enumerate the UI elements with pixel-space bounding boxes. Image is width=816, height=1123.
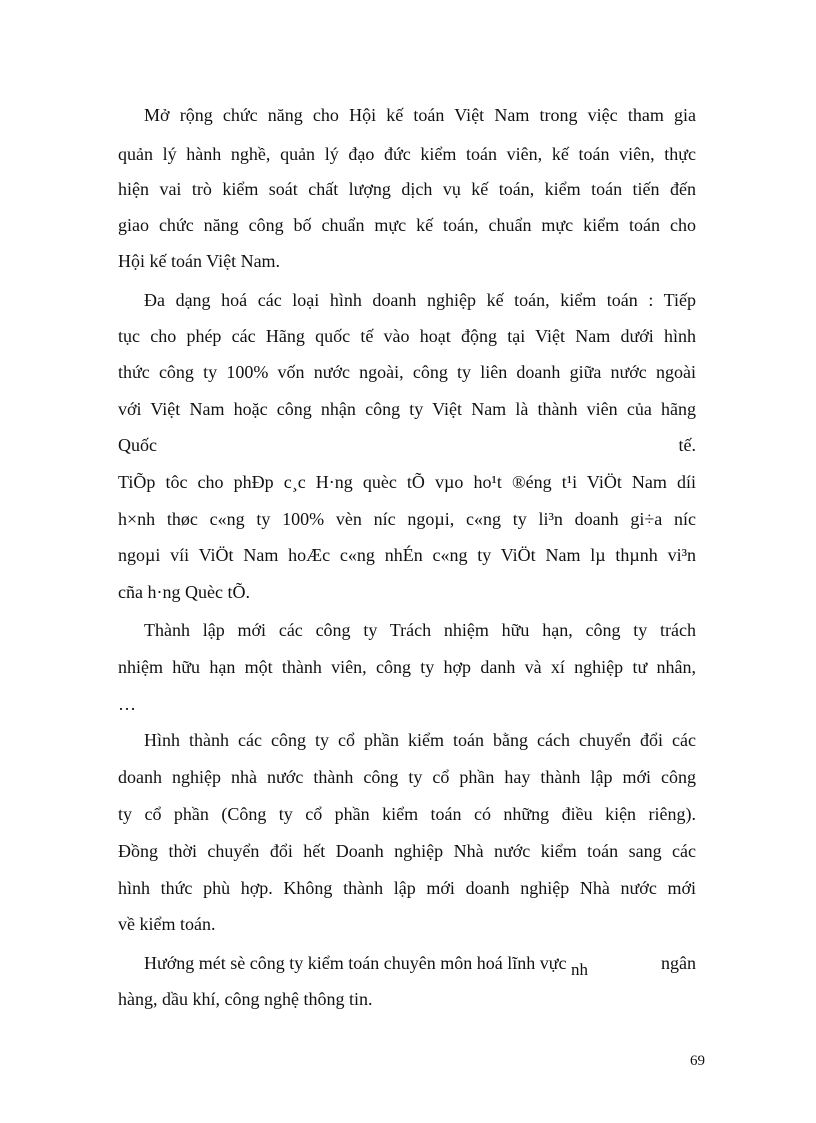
text-line: ty cổ phần (Công ty cổ phần kiểm toán có những điều kiện riêng).	[118, 804, 696, 824]
text-line: hình thức phù hợp. Không thành lập mới doanh nghiệp Nhà nước mới	[118, 878, 696, 898]
text-line: Thành lập mới các công ty Trách nhiệm hữu hạn, công ty trách	[144, 620, 696, 640]
garbled-text-line: ngoµi víi ViÖt Nam hoÆc c«ng nhÉn c«ng ty ViÖt Nam lµ thµnh vi³n	[118, 545, 696, 565]
text-line: tục cho phép các Hãng quốc tế vào hoạt động tại Việt Nam dưới hình	[118, 326, 696, 346]
garbled-text-line: h×nh thøc c«ng ty 100% vèn níc ngoµi, c«ng ty li³n doanh gi÷a níc	[118, 509, 696, 529]
split-line-right: tế.	[678, 435, 696, 455]
line-tail: ngân	[661, 953, 696, 973]
text-line: với Việt Nam hoặc công nhận công ty Việt Nam là thành viên của hãng	[118, 399, 696, 419]
text-line: Hình thành các công ty cổ phần kiểm toán bằng cách chuyển đổi các	[144, 730, 696, 750]
garbled-text-line: cña h·ng Quèc tÕ.	[118, 582, 250, 602]
page-number: 69	[690, 1053, 705, 1069]
misplaced-fragment: nh	[570, 960, 588, 979]
split-text-line	[118, 434, 696, 456]
text-line	[144, 952, 696, 979]
text-line: thức công ty 100% vốn nước ngoài, công ty liên doanh giữa nước ngoài	[118, 362, 696, 382]
split-line-left: Quốc	[118, 435, 157, 455]
text-line: về kiểm toán.	[118, 914, 216, 934]
text-line: hàng, dầu khí, công nghệ thông tin.	[118, 989, 373, 1009]
text-line: quản lý hành nghề, quản lý đạo đức kiểm toán viên, kế toán viên, thực	[118, 144, 696, 164]
garbled-text-line: TiÕp tôc cho phÐp c¸c H·ng quèc tÕ vµo ho¹t ®éng t¹i ViÖt Nam díi	[118, 472, 696, 492]
text-line: Mở rộng chức năng cho Hội kế toán Việt Nam trong việc tham gia	[144, 105, 696, 125]
text-line: Đa dạng hoá các loại hình doanh nghiệp kế toán, kiểm toán : Tiếp	[144, 290, 696, 310]
text-line: doanh nghiệp nhà nước thành công ty cổ phần hay thành lập mới công	[118, 767, 696, 787]
text-line: …	[118, 694, 136, 714]
line-text: Hướng mét sè công ty kiểm toán chuyên môn hoá lĩnh vực	[144, 953, 567, 973]
text-line: Hội kế toán Việt Nam.	[118, 251, 281, 271]
text-line: hiện vai trò kiểm soát chất lượng dịch vụ kế toán, kiểm toán tiến đến	[118, 179, 696, 199]
text-line: Đồng thời chuyển đổi hết Doanh nghiệp Nhà nước kiểm toán sang các	[118, 841, 696, 861]
text-line: nhiệm hữu hạn một thành viên, công ty hợp danh và xí nghiệp tư nhân,	[118, 657, 696, 677]
text-line: giao chức năng công bố chuẩn mực kế toán, chuẩn mực kiểm toán cho	[118, 215, 696, 235]
